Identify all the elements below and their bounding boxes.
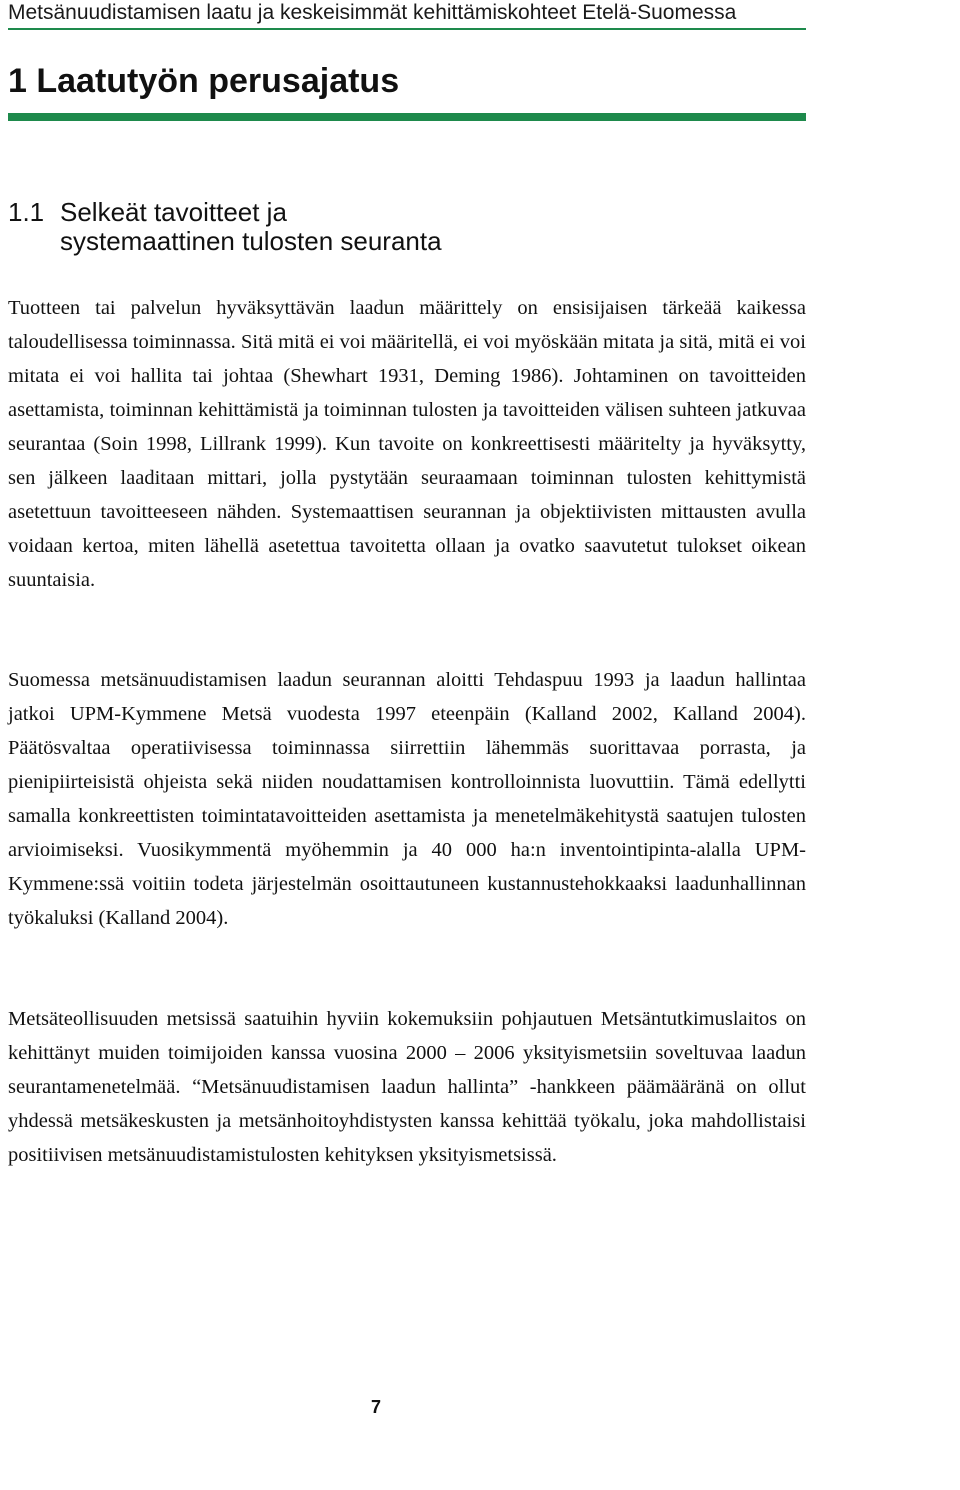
section-title-line2: systemaattinen tulosten seuranta [60, 226, 442, 256]
body-paragraph: Metsäteollisuuden metsissä saatuihin hyviin kokemuksiin pohjautuen Metsäntutkimuslaitos on kehittänyt muiden toimijoiden kanssa vuosina 2000 – 2006 yksityismetsiin soveltuvaa laadun seurantamenetelmää. “Metsänuudistamisen laadun hallinta” -hankkeen päämääränä on ollut yhdessä metsäkeskusten ja metsänhoitoyhdistysten kanssa kehittää työkalu, joka mahdollistaisi positiivisen metsänuudistamistulosten kehityksen yksityismetsissä. [8, 1008, 806, 1166]
section-title-line1: Selkeät tavoitteet ja [60, 197, 287, 227]
running-header: Metsänuudistamisen laatu ja keskeisimmät kehittämiskohteet Etelä-Suomessa [8, 1, 737, 24]
body-paragraph: Tuotteen tai palvelun hyväksyttävän laadun määrittely on ensisijaisen tärkeää kaikessa taloudellisessa toiminnassa. Sitä mitä ei voi määritellä, ei voi myöskään mitata ja sitä, mitä ei voi mitata ei voi hallita tai johtaa (Shewhart 1931, Deming 1986). Johtaminen on tavoitteiden asettamista, toiminnan kehittämistä ja toiminnan tulosten ja tavoitteiden välisen suhteen jatkuvaa seurantaa (Soin 1998, Lillrank 1999). Kun tavoite on konkreettisesti määritelty ja hyväksytty, sen jälkeen laaditaan mittari, jolla pystytään seuraamaan toiminnan tulosten kehittymistä asetettuun tavoitteeseen nähden. Systemaattisen seurannan ja objektiivisten mittausten avulla voidaan kertoa, miten lähellä asetettua tavoitetta ollaan ja ovatko saavutetut tulokset oikean suuntaisia. [8, 297, 806, 591]
header-rule [8, 28, 806, 30]
page-number: 7 [370, 1397, 381, 1417]
chapter-title: 1 Laatutyön perusajatus [8, 62, 400, 100]
section-title [8, 198, 442, 256]
body-paragraph: Suomessa metsänuudistamisen laadun seurannan aloitti Tehdaspuu 1993 ja laadun hallintaa jatkoi UPM-Kymmene Metsä vuodesta 1997 eteenpäin (Kalland 2002, Kalland 2004). Päätösvaltaa operatiivisessa toiminnassa siirrettiin lähemmäs suorittavaa porrasta, ja pienipiirteisistä ohjeista sekä niiden noudattamisen kontrolloinnista luovuttiin. Tämä edellytti samalla konkreettisten toimintatavoitteiden asettamista ja menetelmäkehitystä saatujen tulosten arvioimiseksi. Vuosikymmentä myöhemmin ja 40 000 ha:n inventointipinta-alalla UPM-Kymmene:ssä voitiin todeta järjestelmän osoittautuneen kustannustehokkaaksi laadunhallinnan työkaluksi (Kalland 2004). [8, 669, 806, 929]
chapter-rule [8, 113, 806, 121]
section-number: 1.1 [8, 197, 45, 227]
